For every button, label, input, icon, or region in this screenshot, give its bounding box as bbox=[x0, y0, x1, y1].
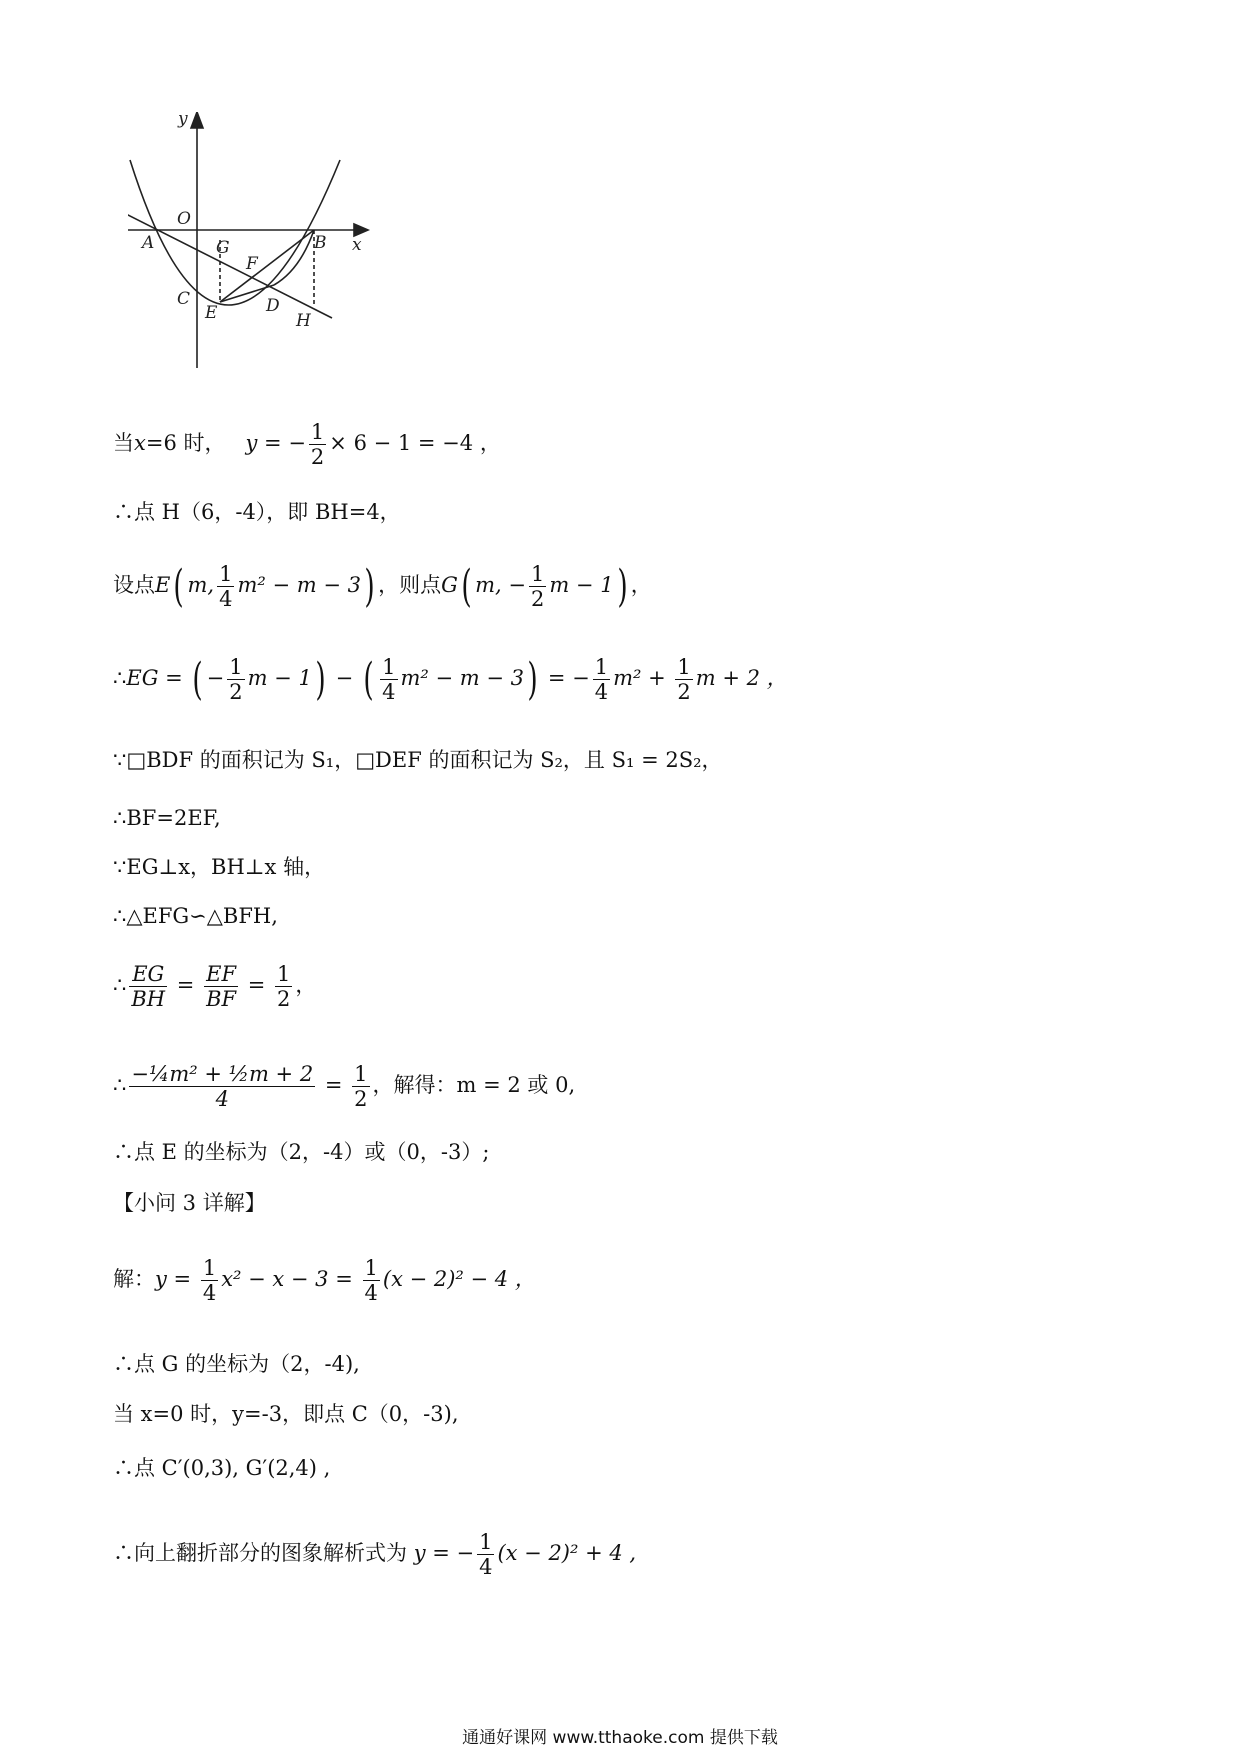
line-9: ∴ $\frac{EG}{BH}$ = $\frac{EF}{BF}$ = $\frac{1}{2}$ ， bbox=[113, 962, 317, 1012]
line-8: ∴△EFG∽△BFH, bbox=[113, 904, 278, 928]
line-17: ∴向上翻折部分的图象解析式为 y = − $\frac{1}{4}$ (x − 2)² + 4 , bbox=[113, 1530, 637, 1580]
line-7: ∵EG⊥x，BH⊥x 轴， bbox=[113, 855, 326, 879]
line-6: ∴BF=2EF, bbox=[113, 806, 221, 830]
label-A: A bbox=[142, 233, 155, 253]
segment-be bbox=[220, 230, 314, 302]
label-C: C bbox=[177, 289, 191, 309]
line-11: ∴点 E 的坐标为（2，-4）或（0，-3）; bbox=[113, 1140, 490, 1164]
label-D: D bbox=[266, 296, 280, 316]
line-2: ∴点 H（6，-4），即 BH=4， bbox=[113, 500, 401, 524]
page-footer: 通通好课网 www.tthaoke.com 提供下载 bbox=[462, 1728, 778, 1748]
section-heading: 【小问 3 详解】 bbox=[113, 1191, 266, 1215]
label-B: B bbox=[314, 233, 327, 253]
line-3: 设点E( m, $\frac{1}{4}$ m² − m − 3) ，则点G( m, − $\frac{1}{2}$ m − 1) ， bbox=[113, 560, 652, 612]
line-15: 当 x=0 时，y=-3，即点 C（0，-3), bbox=[113, 1402, 459, 1426]
line-5: ∵□BDF 的面积记为 S₁，□DEF 的面积记为 S₂，且 S₁ = 2S₂， bbox=[113, 748, 723, 772]
label-x: x bbox=[352, 235, 362, 255]
y-axis-arrow bbox=[191, 112, 203, 128]
label-y: y bbox=[178, 112, 188, 129]
parabola-figure bbox=[128, 112, 428, 374]
line-16: ∴点 C′(0,3), G′(2,4) , bbox=[113, 1456, 331, 1480]
label-H: H bbox=[296, 311, 311, 331]
label-O: O bbox=[177, 209, 191, 229]
segment-bd bbox=[274, 230, 314, 285]
line-14: ∴点 G 的坐标为（2，-4), bbox=[113, 1352, 360, 1376]
line-13: 解：y = $\frac{1}{4}$ x² − x − 3 = $\frac{1}{4}$ (x − 2)² − 4 ， bbox=[113, 1256, 536, 1306]
line-1: 当x=6 时， y = − $\frac{1}{2}$ × 6 − 1 = −4 ， bbox=[113, 420, 501, 470]
line-10: ∴ $\frac{\text{−¼m² + ½m + 2}}{4}$ = $\frac{1}{2}$ ，解得：m = 2 或 0, bbox=[113, 1062, 576, 1112]
line-4: ∴EG = ( − $\frac{1}{2}$ m − 1) − ( $\frac{1}{4}$ m² − m − 3) = − $\frac{1}{4}$ m² + $\frac{1}{2}$ m + 2 ， bbox=[113, 653, 788, 705]
label-E: E bbox=[205, 303, 218, 323]
label-G: G bbox=[216, 238, 230, 258]
label-F: F bbox=[246, 254, 258, 274]
